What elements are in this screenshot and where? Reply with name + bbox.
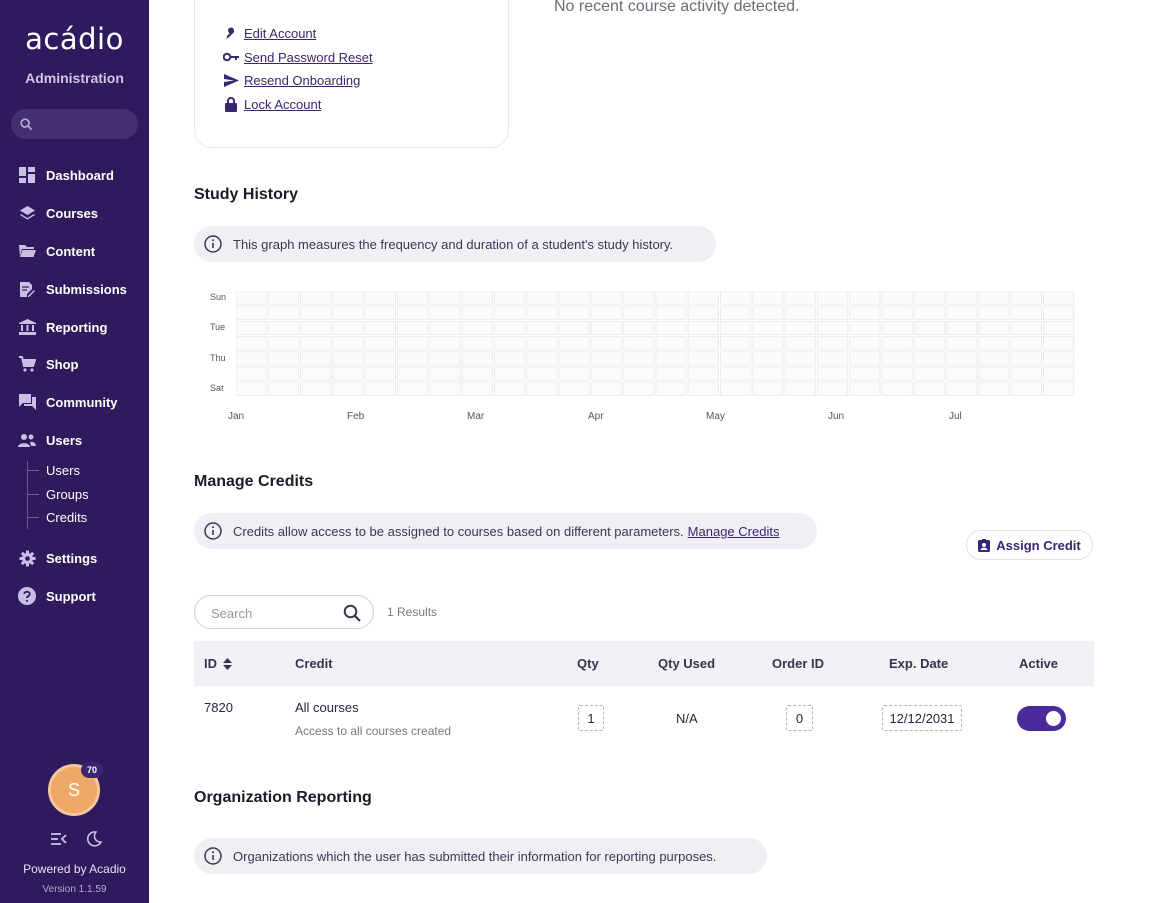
heatmap-day-label: Sat xyxy=(210,383,224,393)
heatmap-cell xyxy=(268,367,298,380)
heatmap-month-label: Jul xyxy=(949,411,962,422)
heatmap-cell xyxy=(591,367,621,380)
heatmap-cell xyxy=(688,291,718,304)
credit-name: All courses xyxy=(295,700,359,715)
heatmap-cell xyxy=(527,306,557,319)
heatmap-cell xyxy=(333,321,363,334)
heatmap-cell xyxy=(785,306,815,319)
heatmap-cell xyxy=(559,367,589,380)
sort-icon[interactable] xyxy=(223,658,232,670)
heatmap-cell xyxy=(947,382,977,395)
heatmap-cell xyxy=(914,367,944,380)
heatmap-cell xyxy=(882,352,912,365)
heatmap-cell xyxy=(462,382,492,395)
dashboard-icon xyxy=(18,166,36,184)
heatmap-cell xyxy=(333,291,363,304)
sidebar-item-dashboard[interactable] xyxy=(18,165,114,185)
heatmap-cell xyxy=(527,337,557,350)
heatmap-cell xyxy=(462,291,492,304)
assign-badge-icon xyxy=(978,539,990,552)
qty-used-value: N/A xyxy=(676,711,698,726)
heatmap-cell xyxy=(914,291,944,304)
gear-icon xyxy=(18,549,36,567)
heatmap-cell xyxy=(494,321,524,334)
points-badge: 70 xyxy=(81,762,103,778)
manage-credits-link[interactable]: Manage Credits xyxy=(687,523,780,539)
heatmap-month-label: Jun xyxy=(828,411,845,422)
heatmap-cell xyxy=(947,306,977,319)
heatmap-cell xyxy=(624,352,654,365)
send-icon xyxy=(223,74,239,87)
heatmap-cell xyxy=(1044,337,1074,350)
sidebar-item-submissions[interactable] xyxy=(18,279,127,299)
heatmap-cell xyxy=(398,337,428,350)
submissions-icon xyxy=(18,280,36,298)
heatmap-month-label: Feb xyxy=(347,411,365,422)
heatmap-cell xyxy=(753,382,783,395)
sidebar-subitem-users[interactable]: Users xyxy=(27,461,80,479)
heatmap-cell xyxy=(494,367,524,380)
heatmap-cell xyxy=(236,306,266,319)
action-label: Edit Account xyxy=(244,25,317,41)
heatmap-cell xyxy=(753,367,783,380)
folder-icon xyxy=(18,242,36,260)
info-icon xyxy=(204,847,222,865)
heatmap-cell xyxy=(721,306,751,319)
heatmap-cell xyxy=(947,352,977,365)
heatmap-cell xyxy=(882,291,912,304)
help-icon xyxy=(18,587,36,605)
heatmap-day-label: Sun xyxy=(210,292,227,302)
results-count: 1 Results xyxy=(387,605,438,619)
heatmap-cell xyxy=(462,352,492,365)
column-header-label: ID xyxy=(204,656,217,671)
heatmap-cell xyxy=(688,321,718,334)
heatmap-cell xyxy=(301,291,331,304)
heatmap-cell xyxy=(591,291,621,304)
heatmap-cell xyxy=(721,291,751,304)
heatmap-cell xyxy=(947,291,977,304)
heatmap-cell xyxy=(850,352,880,365)
heatmap-cell xyxy=(365,352,395,365)
sidebar-item-label: Support xyxy=(46,588,96,604)
heatmap-cell xyxy=(559,382,589,395)
heatmap-cell xyxy=(301,337,331,350)
org-reporting-title: Organization Reporting xyxy=(194,789,372,806)
heatmap-cell xyxy=(785,337,815,350)
heatmap-cell xyxy=(1011,352,1041,365)
edit-account-link[interactable] xyxy=(223,24,316,42)
heatmap-cell xyxy=(624,321,654,334)
heatmap-cell xyxy=(882,382,912,395)
heatmap-cell xyxy=(268,291,298,304)
heatmap-day-label: Thu xyxy=(210,353,226,363)
heatmap-cell xyxy=(559,321,589,334)
heatmap-cell xyxy=(591,382,621,395)
heatmap-cell xyxy=(817,291,847,304)
heatmap-cell xyxy=(527,291,557,304)
heatmap-cell xyxy=(398,306,428,319)
heatmap-cell xyxy=(236,321,266,334)
heatmap-cell xyxy=(753,291,783,304)
heatmap-cell xyxy=(591,337,621,350)
heatmap-cell xyxy=(882,337,912,350)
search-icon xyxy=(20,118,33,131)
heatmap-cell xyxy=(1044,352,1074,365)
heatmap-cell xyxy=(591,306,621,319)
heatmap-cell xyxy=(656,291,686,304)
heatmap-cell xyxy=(753,337,783,350)
heatmap-cell xyxy=(236,367,266,380)
credit-id: 7820 xyxy=(204,700,233,715)
sidebar-item-shop[interactable] xyxy=(18,354,79,374)
active-toggle[interactable] xyxy=(1017,706,1066,731)
heatmap-cell xyxy=(365,337,395,350)
heatmap-cell xyxy=(462,306,492,319)
sidebar-item-courses[interactable] xyxy=(18,203,98,223)
column-header-exp-date: Exp. Date xyxy=(889,656,949,671)
heatmap-cell xyxy=(817,306,847,319)
heatmap-cell xyxy=(721,367,751,380)
heatmap-cell xyxy=(430,321,460,334)
sidebar-subtitle: Administration xyxy=(25,70,124,86)
heatmap-cell xyxy=(333,367,363,380)
sidebar-item-users[interactable] xyxy=(18,430,82,450)
heatmap-month-label: Jan xyxy=(228,411,245,422)
heatmap-cell xyxy=(268,321,298,334)
heatmap-cell xyxy=(1044,306,1074,319)
sidebar-subitem-groups[interactable]: Groups xyxy=(27,485,89,503)
heatmap-cell xyxy=(430,337,460,350)
layers-icon xyxy=(18,204,36,222)
heatmap-cell xyxy=(753,321,783,334)
toggle-knob xyxy=(1046,711,1061,726)
heatmap-cell xyxy=(656,352,686,365)
heatmap-cell xyxy=(688,382,718,395)
heatmap-cell xyxy=(817,321,847,334)
column-header-id[interactable] xyxy=(204,656,232,671)
heatmap-cell xyxy=(236,382,266,395)
heatmap-cell xyxy=(914,382,944,395)
heatmap-cell xyxy=(914,337,944,350)
sidebar-item-label: Content xyxy=(46,243,96,259)
collapse-menu-icon[interactable] xyxy=(50,831,68,852)
heatmap-cell xyxy=(624,382,654,395)
heatmap-cell xyxy=(656,367,686,380)
heatmap-cell xyxy=(656,382,686,395)
heatmap-cell xyxy=(333,352,363,365)
sidebar-item-reporting[interactable] xyxy=(18,317,107,337)
sidebar-item-label: Courses xyxy=(46,205,99,221)
heatmap-cell xyxy=(688,352,718,365)
column-header-qty-used: Qty Used xyxy=(658,656,716,671)
heatmap-cell xyxy=(333,306,363,319)
heatmap-month-label: May xyxy=(706,411,725,422)
heatmap-cell xyxy=(268,337,298,350)
sidebar-item-label: Submissions xyxy=(46,281,127,297)
sidebar-item-label: Reporting xyxy=(46,319,108,335)
heatmap-cell xyxy=(430,352,460,365)
heatmap-cell xyxy=(624,306,654,319)
key-icon xyxy=(223,52,239,62)
heatmap-cell xyxy=(721,382,751,395)
heatmap-cell xyxy=(462,367,492,380)
heatmap-cell xyxy=(688,306,718,319)
heatmap-cell xyxy=(1011,367,1041,380)
heatmap-cell xyxy=(979,321,1009,334)
heatmap-cell xyxy=(462,337,492,350)
heatmap-cell xyxy=(721,337,751,350)
credits-info xyxy=(194,513,817,549)
resend-onboarding-link[interactable] xyxy=(223,71,360,89)
heatmap-cell xyxy=(1011,382,1041,395)
heatmap-cell xyxy=(527,352,557,365)
heatmap-cell xyxy=(236,337,266,350)
heatmap-cell xyxy=(301,352,331,365)
heatmap-cell xyxy=(591,321,621,334)
heatmap-cell xyxy=(236,291,266,304)
study-history-info xyxy=(194,226,716,262)
heatmap-cell xyxy=(753,352,783,365)
sidebar-item-community[interactable] xyxy=(18,392,118,412)
heatmap-cell xyxy=(301,367,331,380)
moon-icon[interactable] xyxy=(86,831,102,852)
heatmap-cell xyxy=(1044,291,1074,304)
sidebar-item-settings[interactable] xyxy=(18,548,97,568)
heatmap-cell xyxy=(559,337,589,350)
heatmap-cell xyxy=(882,367,912,380)
column-header-active: Active xyxy=(1019,656,1059,671)
heatmap-cell xyxy=(882,306,912,319)
heatmap-cell xyxy=(947,321,977,334)
recent-activity-message: No recent course activity detected. xyxy=(554,0,800,15)
heatmap-day-label: Tue xyxy=(210,322,226,332)
heatmap-cell xyxy=(785,382,815,395)
heatmap-cell xyxy=(656,306,686,319)
heatmap-cell xyxy=(301,382,331,395)
credits-search xyxy=(194,595,374,629)
heatmap-cell xyxy=(1044,367,1074,380)
heatmap-cell xyxy=(656,337,686,350)
heatmap-cell xyxy=(398,321,428,334)
action-label: Resend Onboarding xyxy=(244,72,361,88)
heatmap-cell xyxy=(301,321,331,334)
exp-date-field[interactable]: 12/12/2031 xyxy=(882,705,962,731)
heatmap-cell xyxy=(721,352,751,365)
heatmap-cell xyxy=(947,337,977,350)
heatmap-cell xyxy=(430,367,460,380)
heatmap-cell xyxy=(559,352,589,365)
heatmap-cell xyxy=(624,337,654,350)
sidebar xyxy=(0,0,149,903)
send-password-reset-link[interactable] xyxy=(223,48,373,66)
powered-by: Powered by Acadio xyxy=(23,862,126,876)
action-label: Lock Account xyxy=(244,96,322,112)
heatmap-cell xyxy=(494,352,524,365)
heatmap-cell xyxy=(236,352,266,365)
column-header-order-id: Order ID xyxy=(772,656,825,671)
heatmap-cell xyxy=(850,337,880,350)
heatmap-cell xyxy=(365,382,395,395)
assign-credit-button[interactable] xyxy=(966,530,1093,560)
heatmap-cell xyxy=(268,306,298,319)
action-label: Send Password Reset xyxy=(244,49,373,65)
heatmap-cell xyxy=(527,321,557,334)
heatmap-cell xyxy=(656,321,686,334)
lock-account-link[interactable] xyxy=(223,95,321,113)
column-header-credit: Credit xyxy=(295,656,333,671)
heatmap-cell xyxy=(365,321,395,334)
heatmap-cell xyxy=(1011,321,1041,334)
heatmap-cell xyxy=(430,306,460,319)
bank-icon xyxy=(18,318,36,336)
info-icon xyxy=(204,235,222,253)
manage-credits-title: Manage Credits xyxy=(194,473,314,490)
sidebar-search-input[interactable] xyxy=(11,109,138,139)
sidebar-item-label: Settings xyxy=(46,550,98,566)
chat-icon xyxy=(18,393,36,411)
heatmap-cell xyxy=(494,291,524,304)
heatmap-cell xyxy=(914,352,944,365)
heatmap-cell xyxy=(817,367,847,380)
heatmap-cell xyxy=(785,367,815,380)
column-header-qty: Qty xyxy=(577,656,599,671)
heatmap-cell xyxy=(947,367,977,380)
heatmap-cell xyxy=(1011,291,1041,304)
heatmap-cell xyxy=(333,382,363,395)
sidebar-item-label: Dashboard xyxy=(46,167,114,183)
heatmap-cell xyxy=(688,367,718,380)
heatmap-cell xyxy=(301,306,331,319)
sidebar-item-label: Users xyxy=(46,432,83,448)
study-history-title: Study History xyxy=(194,186,299,203)
search-icon[interactable] xyxy=(343,604,361,627)
heatmap-cell xyxy=(430,291,460,304)
sidebar-item-content[interactable] xyxy=(18,241,95,261)
edit-user-icon xyxy=(223,27,239,40)
sidebar-item-label: Community xyxy=(46,394,118,410)
info-text: Credits allow access to be assigned to courses based on different parameters. xyxy=(233,523,684,539)
heatmap-cell xyxy=(850,306,880,319)
heatmap-cell xyxy=(624,367,654,380)
heatmap-cell xyxy=(398,367,428,380)
heatmap-cell xyxy=(1011,337,1041,350)
info-icon xyxy=(204,522,222,540)
heatmap-cell xyxy=(850,382,880,395)
heatmap-cell xyxy=(914,321,944,334)
heatmap-cell xyxy=(1044,321,1074,334)
sidebar-item-label: Shop xyxy=(46,356,79,372)
heatmap-cell xyxy=(914,306,944,319)
heatmap-cell xyxy=(979,382,1009,395)
version-label: Version 1.1.59 xyxy=(42,884,107,895)
heatmap-cell xyxy=(591,352,621,365)
heatmap-cell xyxy=(979,352,1009,365)
credit-description: Access to all courses created xyxy=(295,724,452,738)
sidebar-tools xyxy=(50,831,102,852)
heatmap-cell xyxy=(365,306,395,319)
cart-icon xyxy=(18,355,36,373)
heatmap-cell xyxy=(268,382,298,395)
users-icon xyxy=(18,431,36,449)
heatmap-month-label: Mar xyxy=(467,411,485,422)
heatmap-cell xyxy=(398,382,428,395)
info-text: Organizations which the user has submitted their information for reporting purposes. xyxy=(233,848,717,864)
acadio-logo[interactable]: acádio xyxy=(25,22,124,56)
lock-icon xyxy=(223,97,239,112)
study-heatmap xyxy=(236,291,1078,401)
heatmap-cell xyxy=(979,367,1009,380)
heatmap-cell xyxy=(817,337,847,350)
heatmap-cell xyxy=(1011,306,1041,319)
heatmap-cell xyxy=(785,352,815,365)
heatmap-cell xyxy=(398,291,428,304)
heatmap-cell xyxy=(1044,382,1074,395)
heatmap-cell xyxy=(882,321,912,334)
heatmap-cell xyxy=(850,367,880,380)
heatmap-cell xyxy=(850,321,880,334)
heatmap-cell xyxy=(365,367,395,380)
sidebar-item-support[interactable] xyxy=(18,586,96,606)
heatmap-cell xyxy=(753,306,783,319)
credits-search-input[interactable] xyxy=(211,604,331,622)
sidebar-subitem-credits[interactable]: Credits xyxy=(27,508,87,526)
heatmap-cell xyxy=(559,306,589,319)
avatar[interactable]: S xyxy=(48,764,100,816)
assign-credit-label: Assign Credit xyxy=(996,537,1081,553)
qty-field[interactable]: 1 xyxy=(578,705,604,731)
heatmap-cell xyxy=(850,291,880,304)
heatmap-cell xyxy=(817,352,847,365)
heatmap-cell xyxy=(817,382,847,395)
heatmap-cell xyxy=(527,367,557,380)
heatmap-cell xyxy=(559,291,589,304)
heatmap-cell xyxy=(721,321,751,334)
heatmap-cell xyxy=(979,306,1009,319)
heatmap-cell xyxy=(624,291,654,304)
heatmap-cell xyxy=(527,382,557,395)
heatmap-cell xyxy=(785,321,815,334)
org-reporting-info xyxy=(194,838,767,874)
heatmap-cell xyxy=(430,382,460,395)
heatmap-cell xyxy=(494,306,524,319)
heatmap-cell xyxy=(462,321,492,334)
info-text: This graph measures the frequency and duration of a student's study history. xyxy=(233,236,674,252)
heatmap-cell xyxy=(494,337,524,350)
heatmap-cell xyxy=(979,291,1009,304)
heatmap-cell xyxy=(268,352,298,365)
heatmap-cell xyxy=(398,352,428,365)
heatmap-cell xyxy=(979,337,1009,350)
heatmap-cell xyxy=(365,291,395,304)
heatmap-cell xyxy=(785,291,815,304)
heatmap-cell xyxy=(494,382,524,395)
heatmap-cell xyxy=(333,337,363,350)
heatmap-month-label: Apr xyxy=(588,411,604,422)
heatmap-cell xyxy=(688,337,718,350)
order-id-field[interactable]: 0 xyxy=(786,705,813,731)
